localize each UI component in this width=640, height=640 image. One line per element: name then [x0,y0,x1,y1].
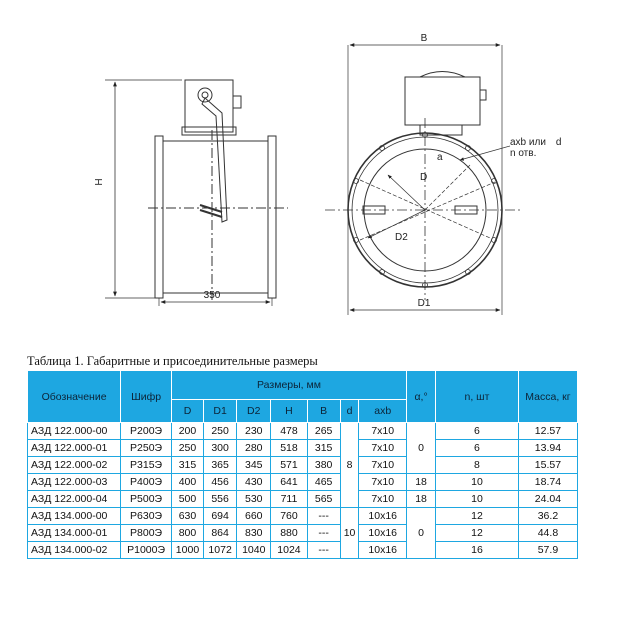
dimensions-table [27,370,578,559]
length-label: 350 [203,290,221,301]
cell-designation: АЗД 122.000-02 [28,457,121,474]
cell-axb: 7х10 [359,423,407,440]
cell-code: Р200Э [121,423,172,440]
header-code: Шифр [121,371,172,423]
cell-mass: 15.57 [518,457,577,474]
cell-d1: 1072 [204,542,237,559]
table-caption: Таблица 1. Габаритные и присоединительные размеры [27,354,318,368]
cell-b: 315 [307,440,340,457]
cell-designation: АЗД 134.000-01 [28,525,121,542]
cell-mass: 57.9 [518,542,577,559]
holes-label-part1: axb или [510,137,546,148]
cell-code: Р630Э [121,508,172,525]
angle-label: a [437,152,443,163]
cell-d2: 660 [237,508,271,525]
cell-code: Р250Э [121,440,172,457]
inner-diameter-label: D [420,172,428,183]
cell-n: 6 [436,423,519,440]
cell-b: 465 [307,474,340,491]
cell-designation: АЗД 122.000-00 [28,423,121,440]
header-n: n, шт [436,371,519,423]
cell-d: 400 [171,474,203,491]
subheader-d1: D1 [204,400,237,423]
cell-d1: 556 [204,491,237,508]
cell-n: 12 [436,508,519,525]
cell-d1: 250 [204,423,237,440]
cell-d2: 1040 [237,542,271,559]
cell-d2: 345 [237,457,271,474]
cell-d1: 456 [204,474,237,491]
cell-b: 565 [307,491,340,508]
cell-d2: 530 [237,491,271,508]
cell-h: 880 [271,525,307,542]
cell-h: 760 [271,508,307,525]
cell-n: 10 [436,491,519,508]
holes-count-label: n отв. [510,148,537,159]
bolt-circle-label: D2 [395,232,408,243]
cell-n: 10 [436,474,519,491]
cell-d: 200 [171,423,203,440]
subheader-hole-d: d [340,400,359,423]
table-row [28,491,578,508]
height-dimension [105,80,182,298]
subheader-d: D [171,400,203,423]
cell-axb: 10х16 [359,525,407,542]
cell-h: 518 [271,440,307,457]
cell-designation: АЗД 122.000-04 [28,491,121,508]
cell-d1: 694 [204,508,237,525]
cell-designation: АЗД 122.000-01 [28,440,121,457]
cell-h: 1024 [271,542,307,559]
outer-diameter-label: D1 [417,298,431,309]
subheader-d2: D2 [237,400,271,423]
cell-code: Р400Э [121,474,172,491]
cell-axb: 10х16 [359,542,407,559]
cell-b: --- [307,525,340,542]
cell-d: 250 [171,440,203,457]
cell-mass: 12.57 [518,423,577,440]
cell-d: 630 [171,508,203,525]
cell-d: 500 [171,491,203,508]
width-label: B [420,33,428,44]
cell-h: 478 [271,423,307,440]
cell-alpha-group2: 0 [407,508,436,559]
table-row [28,542,578,559]
cell-b: --- [307,508,340,525]
cell-h: 711 [271,491,307,508]
cell-d2: 830 [237,525,271,542]
subheader-axb: axb [359,400,407,423]
cell-mass: 36.2 [518,508,577,525]
cell-axb: 7х10 [359,491,407,508]
cell-d: 315 [171,457,203,474]
header-alpha: α,° [407,371,436,423]
cell-n: 6 [436,440,519,457]
cell-axb: 10х16 [359,508,407,525]
front-view [325,72,520,301]
cell-axb: 7х10 [359,474,407,491]
cell-axb: 7х10 [359,440,407,457]
table-row [28,474,578,491]
cell-d1: 864 [204,525,237,542]
cell-b: 380 [307,457,340,474]
cell-designation: АЗД 122.000-03 [28,474,121,491]
table-row [28,457,578,474]
table-row [28,423,578,440]
cell-alpha: 18 [407,474,436,491]
cell-mass: 13.94 [518,440,577,457]
cell-d2: 230 [237,423,271,440]
cell-h: 641 [271,474,307,491]
cell-code: Р1000Э [121,542,172,559]
header-designation: Обозначение [28,371,121,423]
table-row [28,508,578,525]
holes-label [510,137,561,148]
cell-n: 8 [436,457,519,474]
cell-alpha: 18 [407,491,436,508]
cell-d2: 280 [237,440,271,457]
cell-n: 12 [436,525,519,542]
cell-alpha-group1: 0 [407,423,436,474]
cell-h: 571 [271,457,307,474]
header-mass: Масса, кг [518,371,577,423]
cell-d1: 365 [204,457,237,474]
subheader-b: B [307,400,340,423]
cell-axb: 7х10 [359,457,407,474]
cell-mass: 24.04 [518,491,577,508]
cell-d: 1000 [171,542,203,559]
subheader-h: H [271,400,307,423]
cell-code: Р800Э [121,525,172,542]
height-label: H [94,178,105,186]
cell-code: Р315Э [121,457,172,474]
cell-hole-d-group2: 10 [340,508,359,559]
holes-label-part2: d [555,137,562,148]
table-row [28,440,578,457]
header-dimensions: Размеры, мм [171,371,406,400]
cell-hole-d-group1: 8 [340,423,359,508]
cell-mass: 18.74 [518,474,577,491]
cell-d1: 300 [204,440,237,457]
side-view [148,80,288,300]
cell-b: --- [307,542,340,559]
cell-code: Р500Э [121,491,172,508]
cell-n: 16 [436,542,519,559]
cell-d: 800 [171,525,203,542]
cell-designation: АЗД 134.000-00 [28,508,121,525]
table-row [28,525,578,542]
cell-b: 265 [307,423,340,440]
cell-designation: АЗД 134.000-02 [28,542,121,559]
cell-mass: 44.8 [518,525,577,542]
cell-d2: 430 [237,474,271,491]
